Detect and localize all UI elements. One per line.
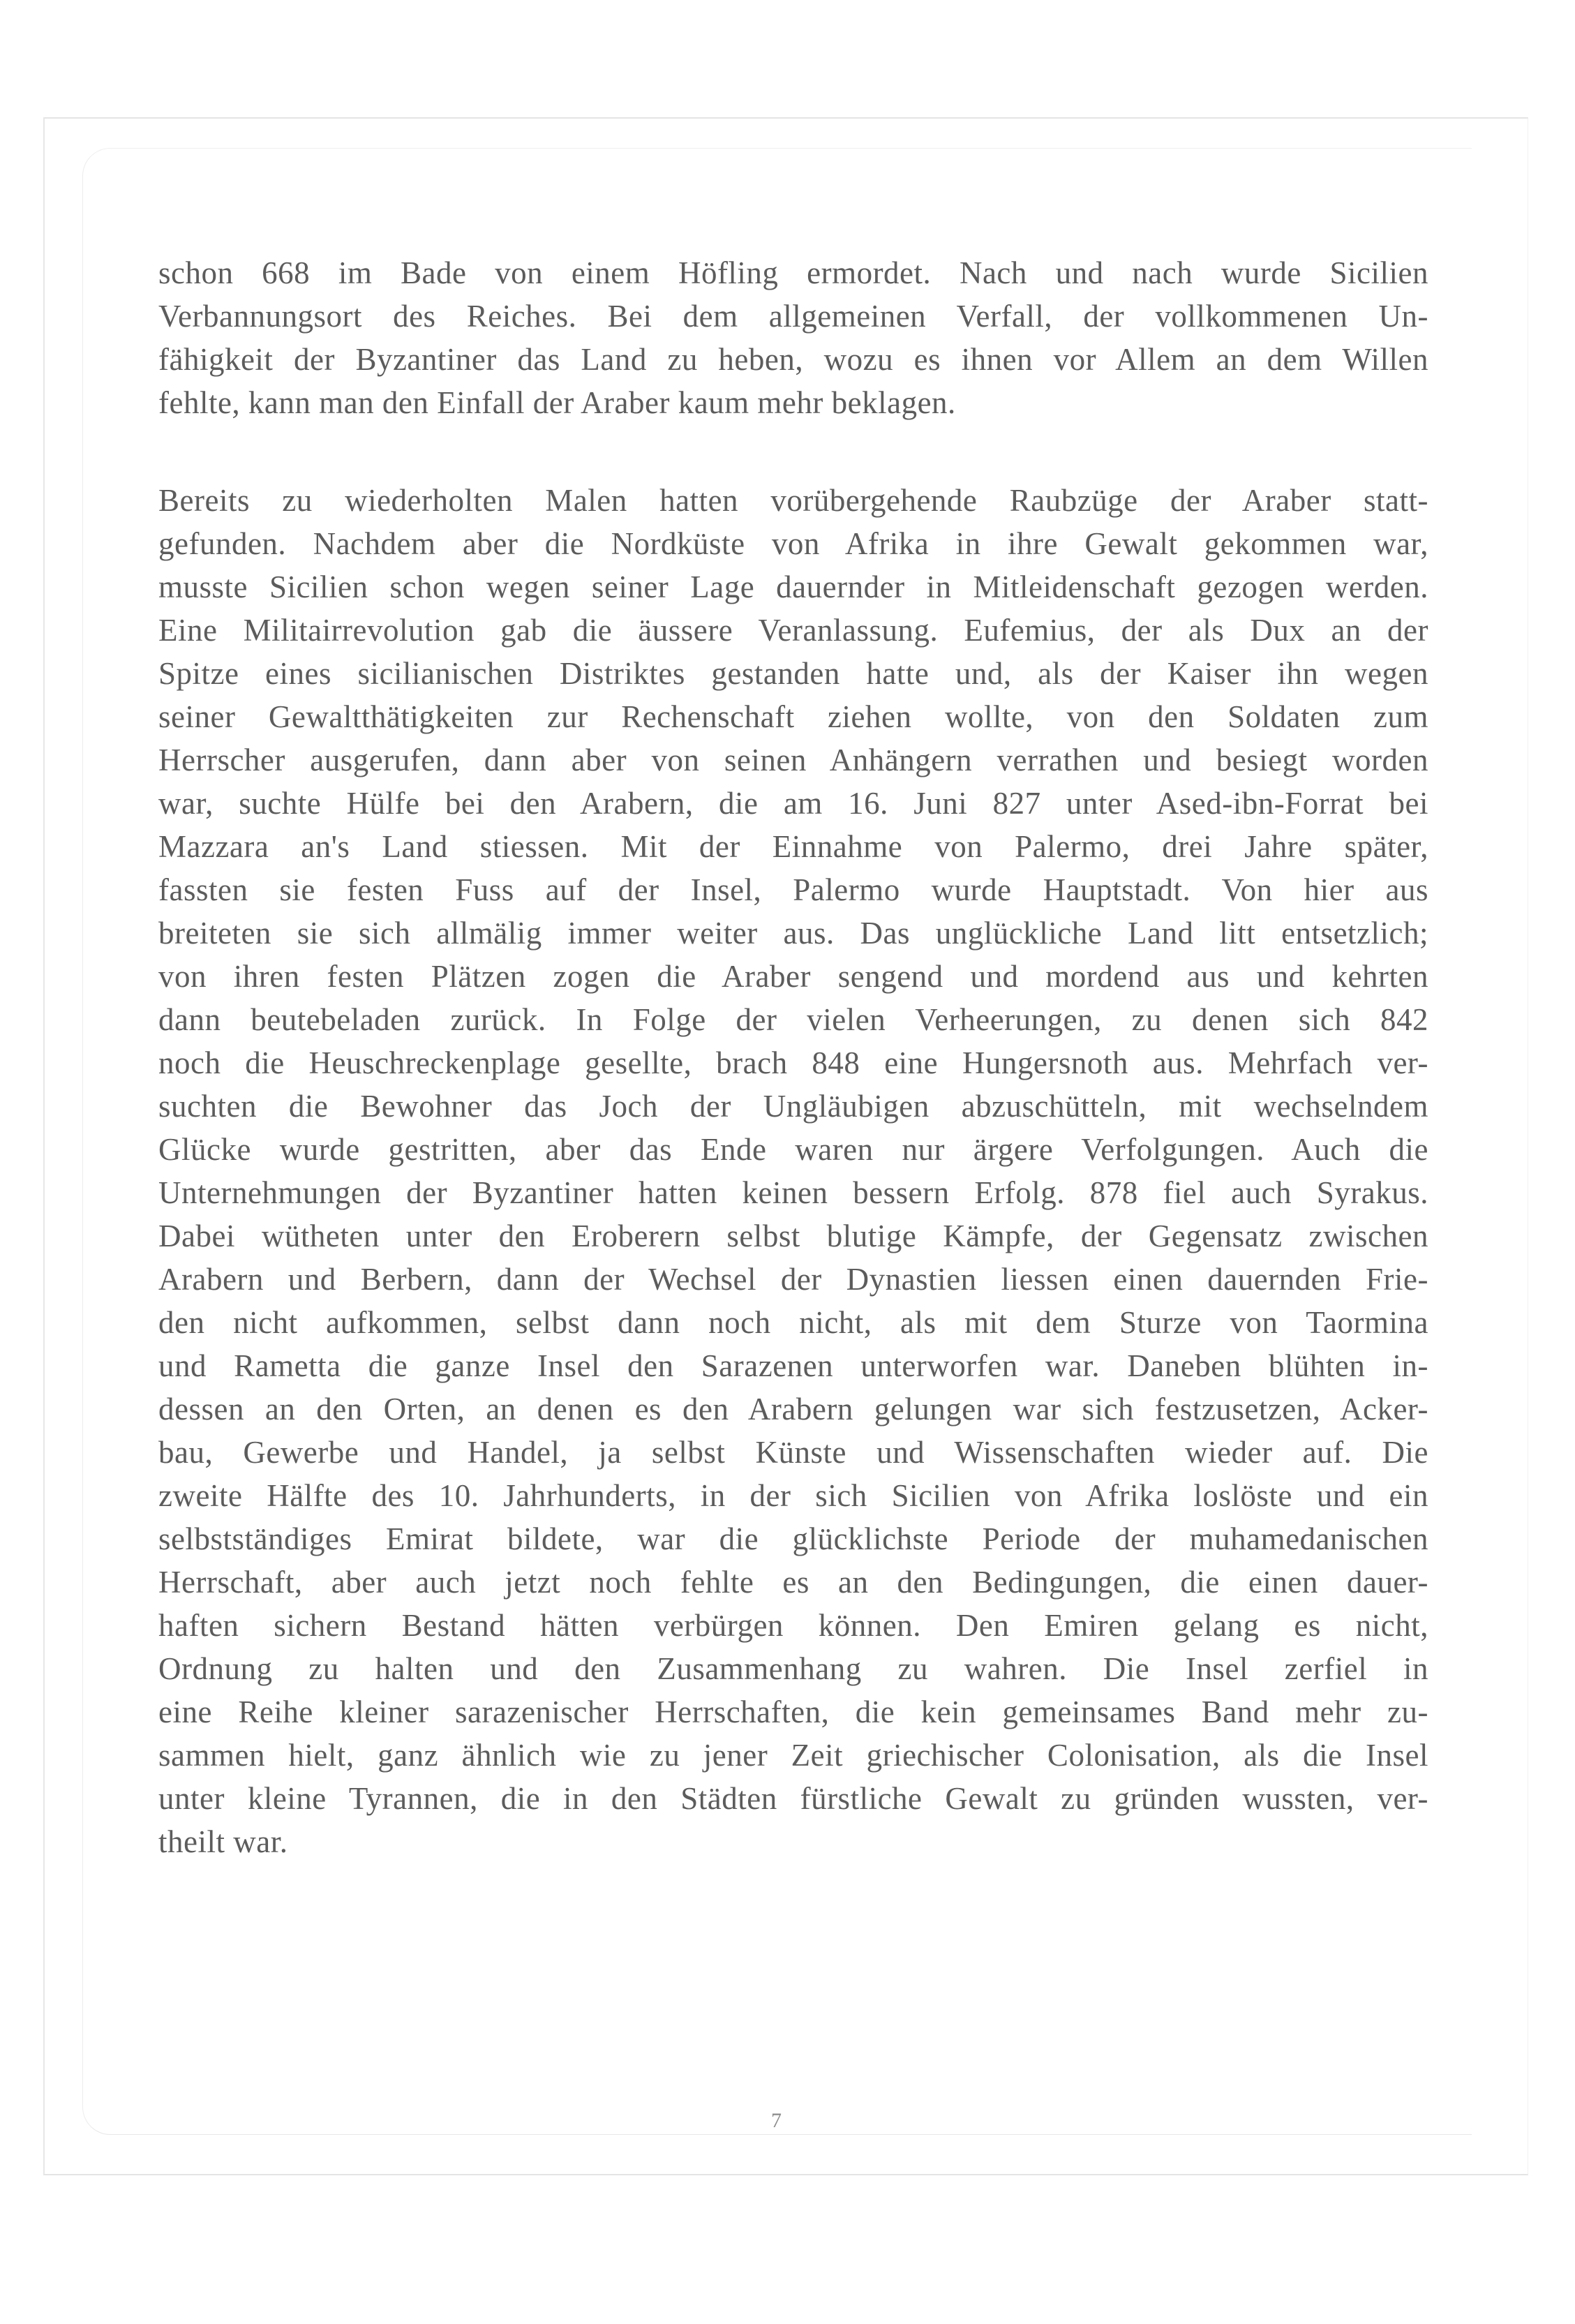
- text-line: noch die Heuschreckenplage gesellte, brach 848 eine Hungersnoth aus. Mehrfach ver-: [158, 1045, 1428, 1080]
- text-line: theilt war.: [158, 1824, 288, 1859]
- text-line: haften sichern Bestand hätten verbürgen können. Den Emiren gelang es nicht,: [158, 1608, 1428, 1643]
- text-line: Unternehmungen der Byzantiner hatten keinen bessern Erfolg. 878 fiel auch Syrakus.: [158, 1175, 1428, 1210]
- text-line: dann beutebeladen zurück. In Folge der vielen Verheerungen, zu denen sich 842: [158, 1002, 1428, 1037]
- text-line: Herrschaft, aber auch jetzt noch fehlte es an den Bedingungen, die einen dauer-: [158, 1565, 1428, 1600]
- paragraph-1: [158, 251, 1428, 424]
- text-line: Herrscher ausgerufen, dann aber von seinen Anhängern verrathen und besiegt worden: [158, 743, 1428, 777]
- text-line: Ordnung zu halten und den Zusammenhang zu wahren. Die Insel zerfiel in: [158, 1651, 1428, 1686]
- text-line: fassten sie festen Fuss auf der Insel, Palermo wurde Hauptstadt. Von hier aus: [158, 872, 1428, 907]
- text-line: zweite Hälfte des 10. Jahrhunderts, in der sich Sicilien von Afrika loslöste und ein: [158, 1478, 1428, 1513]
- paragraph-2: [158, 479, 1428, 1863]
- text-line: Spitze eines sicilianischen Distriktes gestanden hatte und, als der Kaiser ihn wegen: [158, 656, 1428, 691]
- text-line: und Rametta die ganze Insel den Sarazenen unterworfen war. Daneben blühten in-: [158, 1348, 1428, 1383]
- text-line: selbstständiges Emirat bildete, war die glücklichste Periode der muhamedanischen: [158, 1521, 1428, 1556]
- text-line: Arabern und Berbern, dann der Wechsel der Dynastien liessen einen dauernden Frie-: [158, 1262, 1428, 1297]
- paragraph-gap: [158, 424, 1428, 479]
- text-line: musste Sicilien schon wegen seiner Lage dauernder in Mitleidenschaft gezogen werden.: [158, 569, 1428, 604]
- text-line: suchten die Bewohner das Joch der Ungläubigen abzuschütteln, mit wechselndem: [158, 1089, 1428, 1124]
- text-line: Mazzara an's Land stiessen. Mit der Einnahme von Palermo, drei Jahre später,: [158, 829, 1428, 864]
- text-line: fähigkeit der Byzantiner das Land zu heben, wozu es ihnen vor Allem an dem Willen: [158, 342, 1428, 377]
- body-text: [158, 251, 1428, 1863]
- text-line: dessen an den Orten, an denen es den Arabern gelungen war sich festzusetzen, Acker-: [158, 1392, 1428, 1427]
- text-line: Eine Militairrevolution gab die äussere Veranlassung. Eufemius, der als Dux an der: [158, 613, 1428, 648]
- text-line: unter kleine Tyrannen, die in den Städten fürstliche Gewalt zu gründen wussten, ver-: [158, 1781, 1428, 1816]
- text-line: gefunden. Nachdem aber die Nordküste von Afrika in ihre Gewalt gekommen war,: [158, 526, 1428, 561]
- page-number: 7: [771, 2109, 782, 2132]
- text-line: bau, Gewerbe und Handel, ja selbst Künste und Wissenschaften wieder auf. Die: [158, 1435, 1428, 1470]
- text-line: schon 668 im Bade von einem Höfling ermordet. Nach und nach wurde Sicilien: [158, 255, 1428, 290]
- text-line: Bereits zu wiederholten Malen hatten vorübergehende Raubzüge der Araber statt-: [158, 483, 1428, 518]
- text-line: eine Reihe kleiner sarazenischer Herrschaften, die kein gemeinsames Band mehr zu-: [158, 1694, 1428, 1729]
- text-line: fehlte, kann man den Einfall der Araber kaum mehr beklagen.: [158, 385, 956, 420]
- text-line: Dabei wütheten unter den Eroberern selbst blutige Kämpfe, der Gegensatz zwischen: [158, 1219, 1428, 1253]
- text-line: seiner Gewaltthätigkeiten zur Rechenschaft ziehen wollte, von den Soldaten zum: [158, 699, 1428, 734]
- text-line: sammen hielt, ganz ähnlich wie zu jener Zeit griechischer Colonisation, als die Insel: [158, 1738, 1428, 1773]
- text-line: von ihren festen Plätzen zogen die Araber sengend und mordend aus und kehrten: [158, 959, 1428, 994]
- text-line: war, suchte Hülfe bei den Arabern, die am 16. Juni 827 unter Ased-ibn-Forrat bei: [158, 786, 1428, 821]
- text-line: breiteten sie sich allmälig immer weiter aus. Das unglückliche Land litt entsetzlich;: [158, 916, 1428, 951]
- text-line: Verbannungsort des Reiches. Bei dem allgemeinen Verfall, der vollkommenen Un-: [158, 299, 1428, 334]
- text-line: Glücke wurde gestritten, aber das Ende waren nur ärgere Verfolgungen. Auch die: [158, 1132, 1428, 1167]
- text-line: den nicht aufkommen, selbst dann noch nicht, als mit dem Sturze von Taormina: [158, 1305, 1428, 1340]
